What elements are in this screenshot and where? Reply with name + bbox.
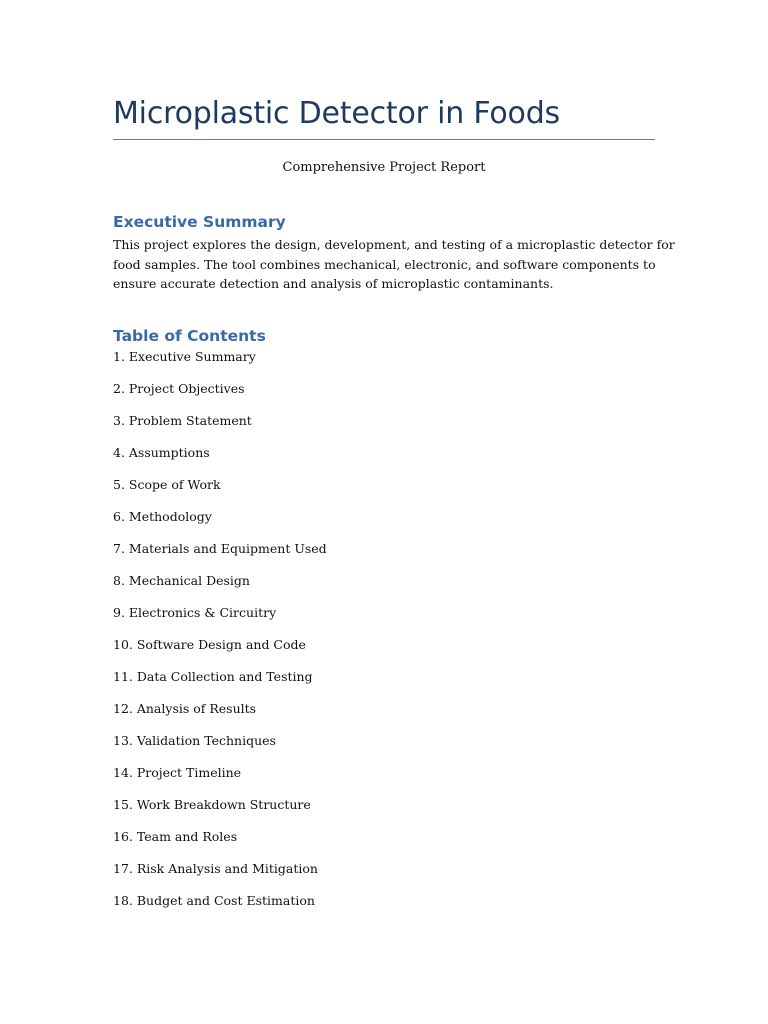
executive-summary-text <box>113 235 675 294</box>
toc-item: 17. Risk Analysis and Mitigation <box>113 861 318 876</box>
summary-line: This project explores the design, development, and testing of a microplastic detector for <box>113 237 675 252</box>
toc-item: 2. Project Objectives <box>113 381 245 396</box>
table-of-contents-list <box>113 348 327 924</box>
table-of-contents-heading: Table of Contents <box>113 327 266 345</box>
toc-item: 4. Assumptions <box>113 445 210 460</box>
title-divider <box>113 139 655 140</box>
executive-summary-heading: Executive Summary <box>113 213 286 231</box>
document-title: Microplastic Detector in Foods <box>113 96 560 131</box>
toc-item: 14. Project Timeline <box>113 765 242 780</box>
toc-item: 8. Mechanical Design <box>113 573 250 588</box>
toc-item: 9. Electronics & Circuitry <box>113 605 277 620</box>
toc-item: 6. Methodology <box>113 509 212 524</box>
toc-item: 1. Executive Summary <box>113 349 256 364</box>
toc-item: 13. Validation Techniques <box>113 733 276 748</box>
toc-item: 7. Materials and Equipment Used <box>113 541 327 556</box>
toc-item: 16. Team and Roles <box>113 829 238 844</box>
toc-item: 15. Work Breakdown Structure <box>113 797 311 812</box>
summary-line: food samples. The tool combines mechanical, electronic, and software components to <box>113 256 656 272</box>
summary-line: ensure accurate detection and analysis of microplastic contaminants. <box>113 276 554 291</box>
toc-item: 18. Budget and Cost Estimation <box>113 893 315 908</box>
toc-item: 11. Data Collection and Testing <box>113 669 313 684</box>
toc-item: 12. Analysis of Results <box>113 701 257 716</box>
toc-item: 3. Problem Statement <box>113 413 252 428</box>
document-subtitle: Comprehensive Project Report <box>282 160 486 175</box>
toc-item: 5. Scope of Work <box>113 477 221 492</box>
toc-item: 10. Software Design and Code <box>113 637 306 652</box>
